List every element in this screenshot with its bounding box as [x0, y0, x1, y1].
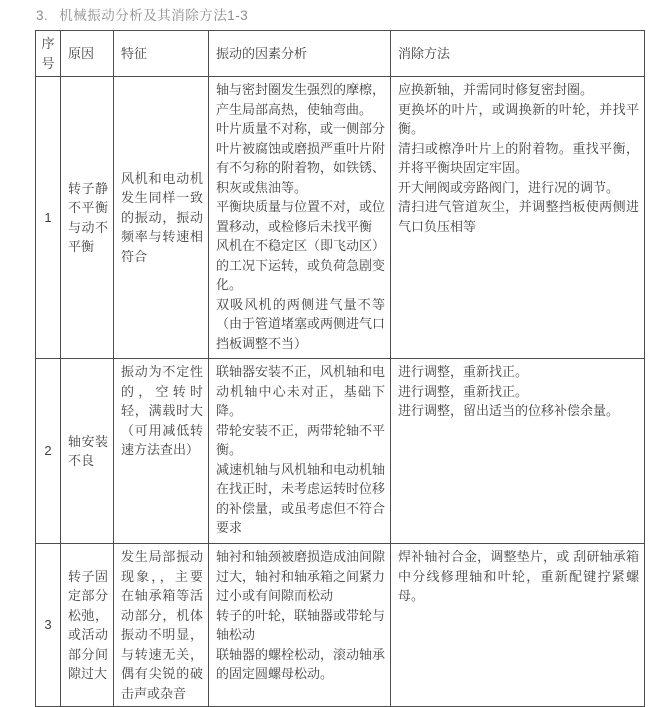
cell-cause: 轴安装不良 [61, 359, 114, 544]
paragraph: 进行调整，留出适当的位移补偿余量。 [398, 403, 620, 418]
paragraph: 振动为不定性的，空转时轻，满载时大（可用减低转速方法查出） [121, 364, 203, 457]
cell-num: 2 [36, 359, 61, 544]
paragraph: 平衡块质量与位置不对，或位置移动，或检修后未找平衡 [216, 199, 386, 234]
cell-methods [391, 544, 645, 707]
paragraph: 更换坏的叶片，或调换新的叶轮，并找平衡。 [398, 101, 639, 136]
cell-cause: 转子固定部分松弛，或活动部分间隙过大 [61, 544, 114, 707]
vibration-analysis-table [35, 30, 645, 707]
column-header-num: 序号 [36, 31, 61, 77]
cell-feature [114, 544, 209, 707]
cell-analysis [209, 359, 391, 544]
table-row [36, 77, 645, 359]
column-header-analysis: 振动的因素分析 [209, 31, 391, 77]
paragraph: 应换新轴，并需同时修复密封圈。 [398, 82, 594, 97]
paragraph: 风机和电动机发生同样一致的振动，振动频率与转速相符合 [121, 170, 203, 264]
paragraph: 带轮安装不正，两带轮轴不平衡。 [216, 422, 386, 457]
cell-analysis [209, 77, 391, 359]
paragraph: 轴衬和轴颈被磨损造成油间隙过大，轴衬和轴承箱之间紧力过小或有间隙而松动 [216, 549, 386, 603]
paragraph: 清扫进气管道灰尘，并调整挡板使两侧进气口负压相等 [398, 199, 639, 234]
paragraph: 转子的叶轮，联轴器或带轮与轴松动 [216, 607, 386, 642]
cell-feature [114, 359, 209, 544]
page-title [36, 7, 652, 25]
paragraph: 联轴器的螺栓松动，滚动轴承的固定圆螺母松动。 [216, 646, 386, 681]
cell-cause: 转子静不平衡与动不平衡 [61, 77, 114, 359]
paragraph: 双吸风机的两侧进气量不等（由于管道堵塞或两侧进气口挡板调整不当） [216, 296, 386, 351]
paragraph: 联轴器安装不正，风机轴和电动机轴中心未对正，基础下降。 [216, 364, 386, 418]
paragraph: 进行调整，重新找正。 [398, 383, 529, 399]
paragraph: 减速机轴与风机轴和电动机轴在找正时，未考虑运转时位移的补偿量，或虽考虑但不符合要求 [216, 461, 386, 535]
paragraph: 进行调整，重新找正。 [398, 364, 529, 379]
paragraph: 清扫或檫净叶片上的附着物。重找平衡，并将平衡块固定牢固。 [398, 140, 639, 175]
paragraph: 风机在不稳定区（即飞动区）的工况下运转，或负荷急剧变化。 [216, 238, 386, 292]
paragraph: 轴与密封圈发生强烈的摩檫，产生局部高热，使轴弯曲。 [216, 82, 386, 117]
column-header-feature: 特征 [114, 31, 209, 77]
cell-num: 3 [36, 544, 61, 707]
cell-analysis [209, 544, 391, 707]
paragraph: 焊补轴衬合金，调整垫片，或 刮研轴承箱中分线修理轴和叶轮，重新配键拧紧螺母。 [398, 549, 639, 603]
cell-num: 1 [36, 77, 61, 359]
column-header-cause: 原因 [61, 31, 114, 77]
paragraph: 发生局部振动现象，，主要在轴承箱等活动部分，机体振动不明显，与转速无关，偶有尖锐的破击声或杂音 [121, 549, 203, 701]
column-header-methods: 消除方法 [391, 31, 645, 77]
cell-methods [391, 77, 645, 359]
paragraph: 叶片质量不对称，或一侧部分叶片被腐蚀或磨损严重叶片附有不匀称的附着物，如铁锈、积灰或焦油等。 [216, 121, 386, 195]
title-number: 3. [36, 8, 49, 23]
title-text: 机械振动分析及其消除方法1-3 [59, 8, 249, 23]
cell-feature [114, 77, 209, 359]
header-row [36, 31, 645, 77]
table-row [36, 359, 645, 544]
table-row [36, 544, 645, 707]
cell-methods [391, 359, 645, 544]
paragraph: 开大闸阀或旁路阀门，进行况的调节。 [398, 179, 620, 195]
